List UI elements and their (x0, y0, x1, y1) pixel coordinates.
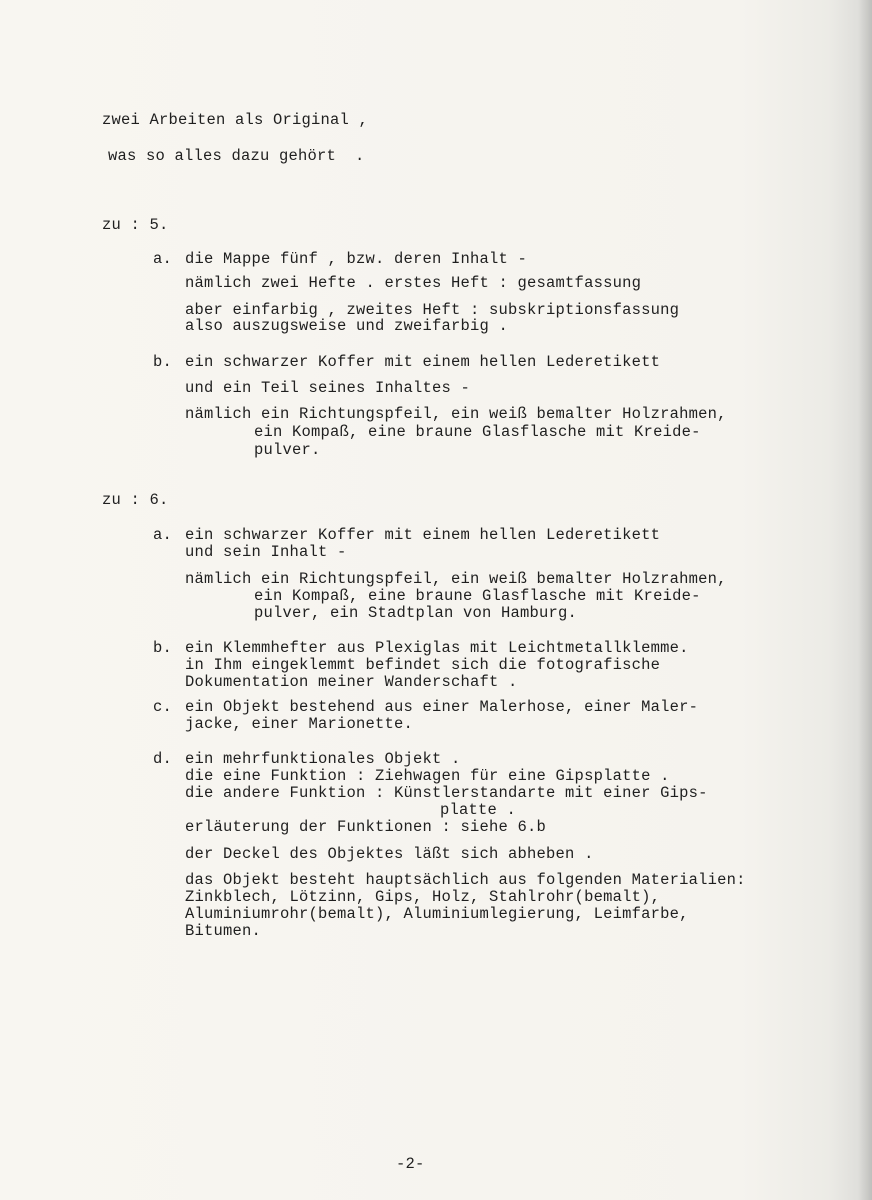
item-5a-line-4: also auszugsweise und zweifarbig . (185, 317, 509, 335)
item-5b-line-5: pulver. (254, 441, 321, 459)
item-5a-line-3: aber einfarbig , zweites Heft : subskriptionsfassung (185, 301, 680, 319)
item-6d-line-3: die andere Funktion : Künstlerstandarte mit einer Gips- (185, 784, 708, 802)
item-6a-line-3: nämlich ein Richtungspfeil, ein weiß bemalter Holzrahmen, (185, 570, 727, 588)
item-6b-marker: b. (153, 639, 173, 657)
item-6d-line-7: das Objekt besteht hauptsächlich aus folgenden Materialien: (185, 871, 746, 889)
item-6a-line-2: und sein Inhalt - (185, 543, 347, 561)
item-6b-line-1: ein Klemmhefter aus Plexiglas mit Leichtmetallklemme. (185, 639, 689, 657)
item-5a-line-2: nämlich zwei Hefte . erstes Heft : gesamtfassung (185, 274, 642, 292)
item-6a-marker: a. (153, 526, 173, 544)
item-6d-line-1: ein mehrfunktionales Objekt . (185, 750, 461, 768)
page-edge-shadow (858, 0, 872, 1200)
item-6a-line-1: ein schwarzer Koffer mit einem hellen Lederetikett (185, 526, 661, 544)
item-5a-line-1: die Mappe fünf , bzw. deren Inhalt - (185, 250, 528, 268)
item-5b-line-1: ein schwarzer Koffer mit einem hellen Lederetikett (185, 353, 661, 371)
section-5-heading: zu : 5. (102, 216, 169, 234)
item-5b-line-3: nämlich ein Richtungspfeil, ein weiß bemalter Holzrahmen, (185, 405, 727, 423)
item-6c-line-1: ein Objekt bestehend aus einer Malerhose, einer Maler- (185, 698, 699, 716)
item-6a-line-5: pulver, ein Stadtplan von Hamburg. (254, 604, 578, 622)
item-6d-line-2: die eine Funktion : Ziehwagen für eine Gipsplatte . (185, 767, 670, 785)
item-6c-marker: c. (153, 698, 173, 716)
item-5b-line-4: ein Kompaß, eine braune Glasflasche mit Kreide- (254, 423, 701, 441)
section-6-heading: zu : 6. (102, 491, 169, 509)
item-6b-line-2: in Ihm eingeklemmt befindet sich die fotografische (185, 656, 661, 674)
item-5a-marker: a. (153, 250, 173, 268)
item-5b-marker: b. (153, 353, 173, 371)
item-6d-marker: d. (153, 750, 173, 768)
item-6d-line-9: Aluminiumrohr(bemalt), Aluminiumlegierung, Leimfarbe, (185, 905, 689, 923)
item-6a-line-4: ein Kompaß, eine braune Glasflasche mit Kreide- (254, 587, 701, 605)
item-6d-line-5: erläuterung der Funktionen : siehe 6.b (185, 818, 547, 836)
item-5b-line-2: und ein Teil seines Inhaltes - (185, 379, 471, 397)
page-number: -2- (396, 1155, 425, 1173)
item-6d-line-4: platte . (440, 801, 517, 819)
item-6b-line-3: Dokumentation meiner Wanderschaft . (185, 673, 518, 691)
item-6d-line-8: Zinkblech, Lötzinn, Gips, Holz, Stahlrohr(bemalt), (185, 888, 661, 906)
intro-line-1: zwei Arbeiten als Original , (102, 111, 369, 129)
intro-line-2: was so alles dazu gehört . (108, 147, 365, 165)
item-6d-line-6: der Deckel des Objektes läßt sich abheben . (185, 845, 594, 863)
item-6d-line-10: Bitumen. (185, 922, 262, 940)
item-6c-line-2: jacke, einer Marionette. (185, 715, 414, 733)
